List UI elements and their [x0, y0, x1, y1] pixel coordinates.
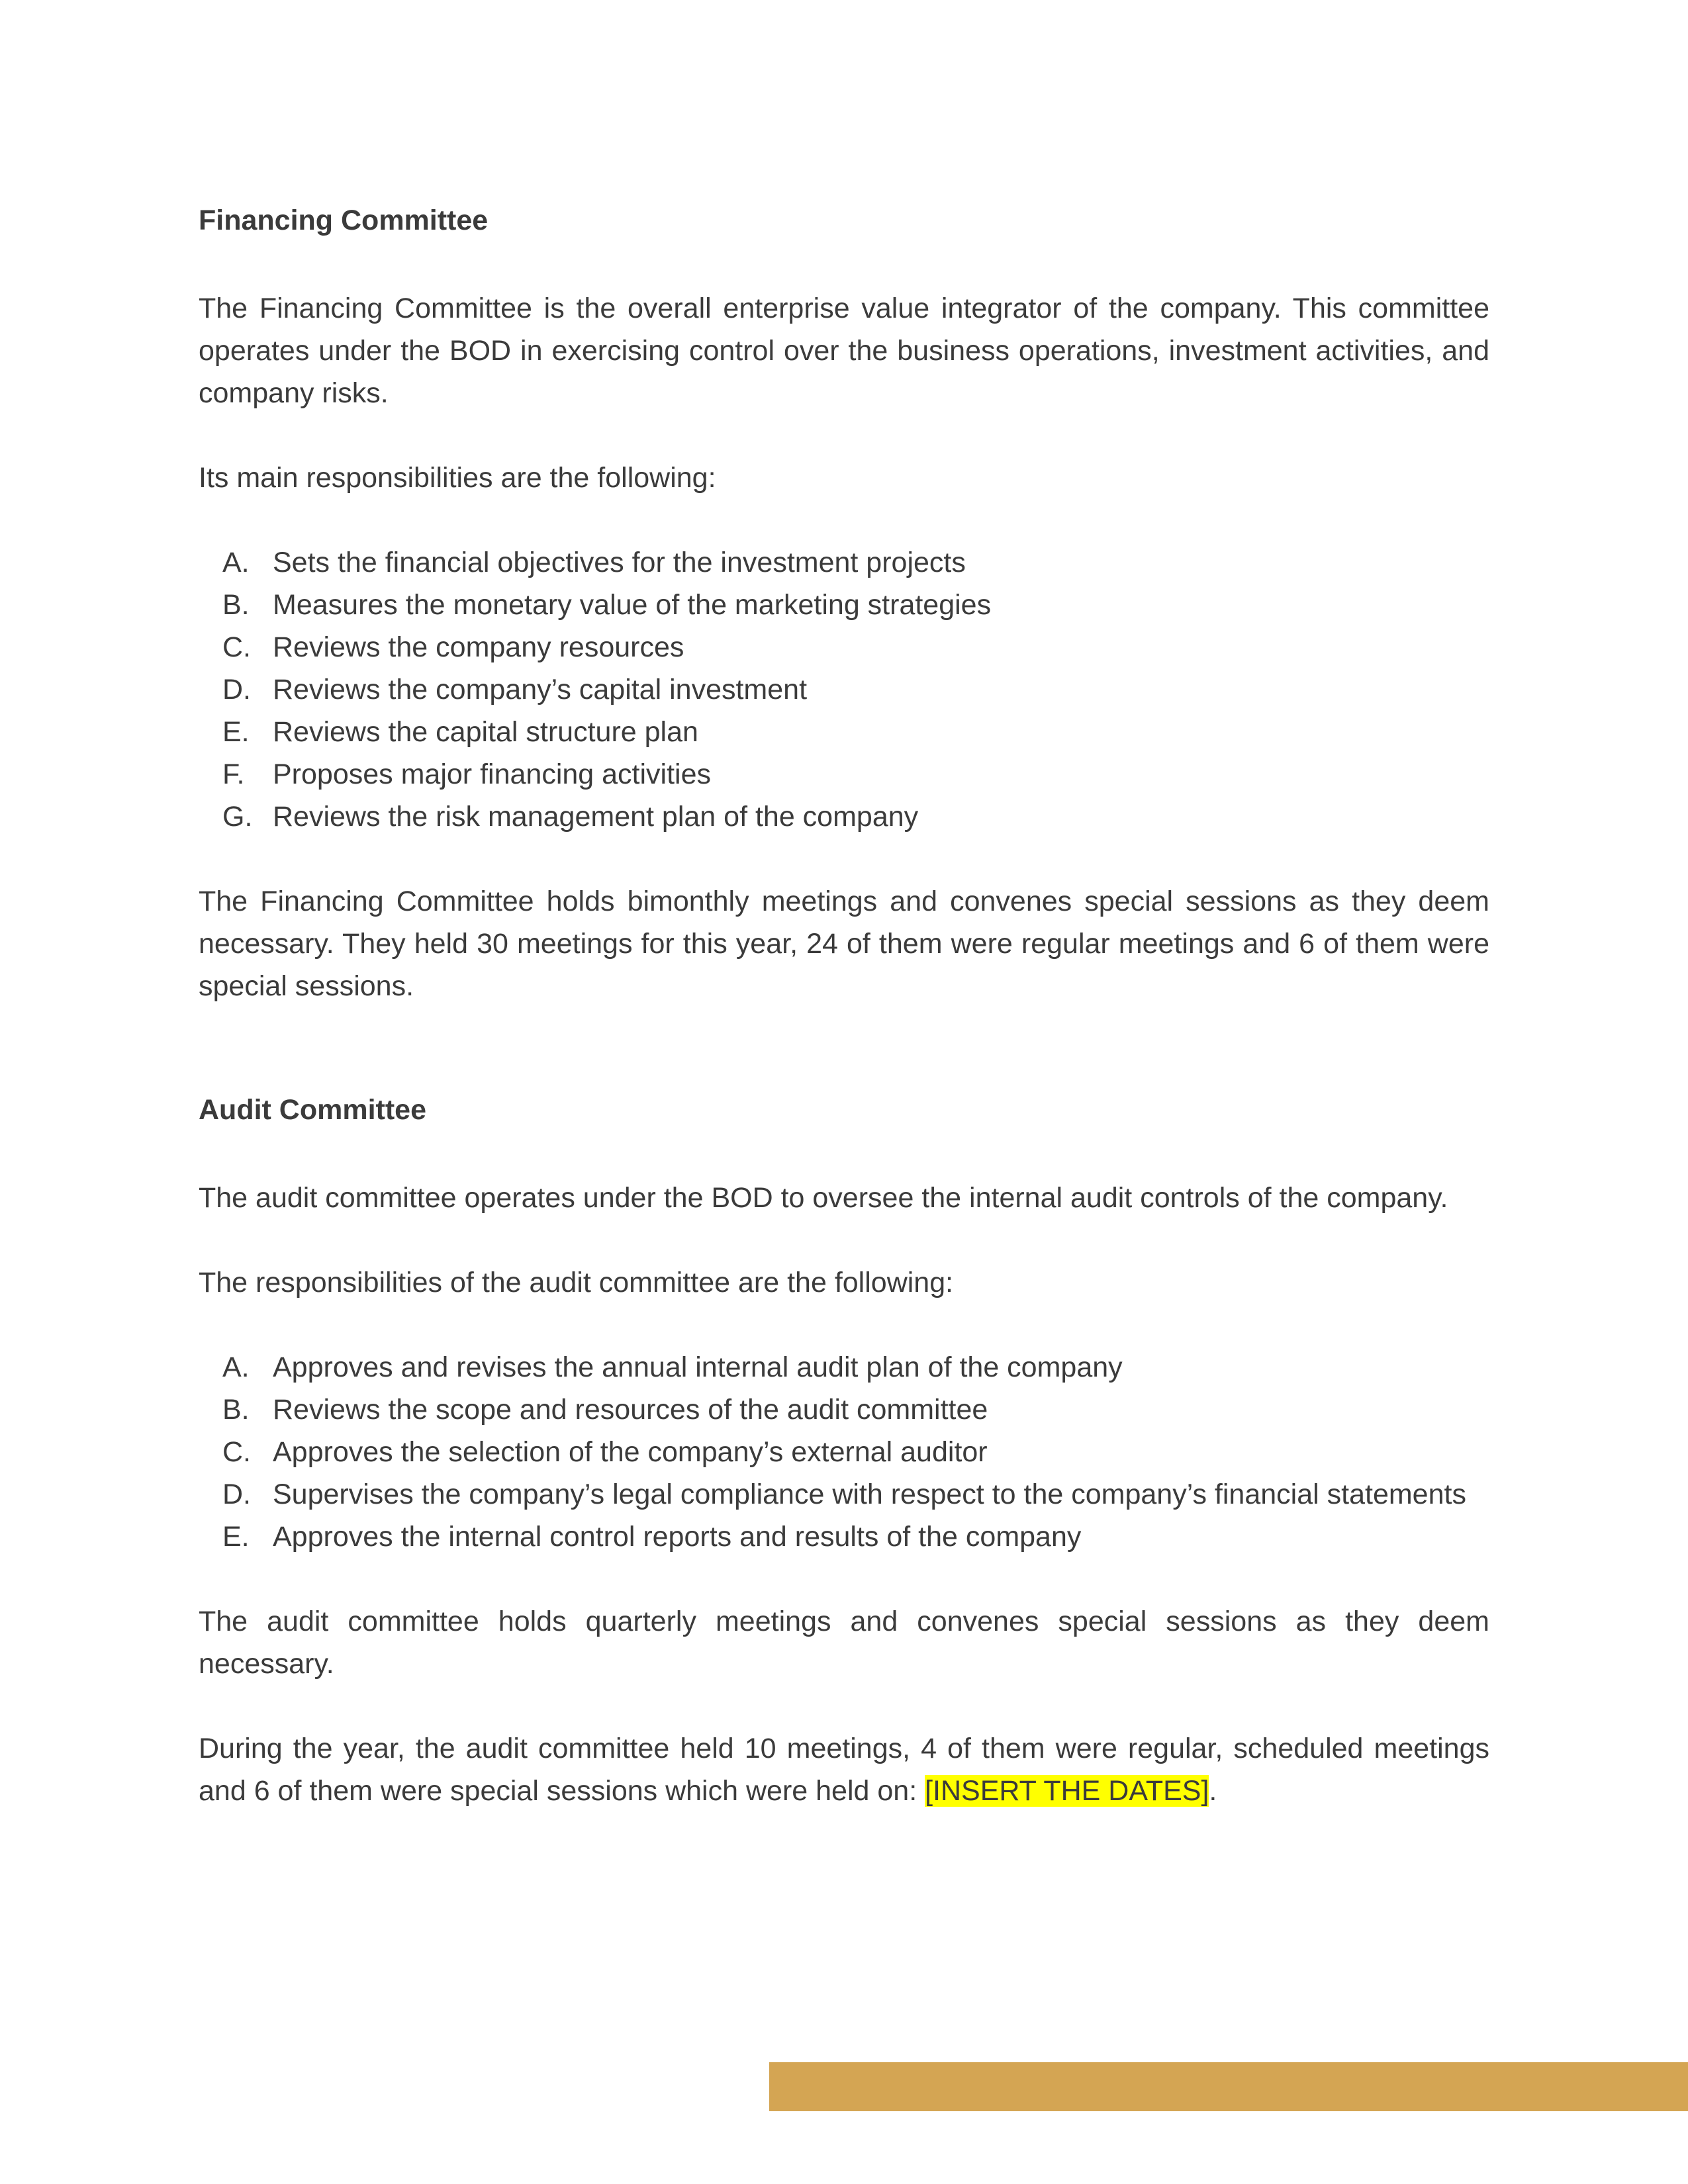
list-item-text: Approves the selection of the company’s external auditor: [273, 1436, 988, 1468]
list-item-text: Reviews the scope and resources of the audit committee: [273, 1394, 988, 1426]
list-item: [199, 584, 1489, 626]
list-item: [199, 753, 1489, 796]
audit-year-text: During the year, the audit committee held 10 meetings, 4 of them were regular, scheduled meetings and 6 of them were special sessions which were held on:: [199, 1733, 1489, 1807]
list-item-text: Reviews the company’s capital investment: [273, 674, 808, 705]
list-item: [199, 1431, 1489, 1473]
financing-intro-paragraph: The Financing Committee is the overall enterprise value integrator of the company. This committee operates under the BOD in exercising control over the business operations, investment activities, and company risks.: [199, 293, 1489, 409]
audit-meetings-paragraph: The audit committee holds quarterly meetings and convenes special sessions as they deem necessary.: [199, 1606, 1489, 1680]
list-marker: B.: [222, 589, 250, 621]
list-item: [199, 1473, 1489, 1516]
audit-year-paragraph: [199, 1727, 1489, 1812]
list-item: [199, 1388, 1489, 1431]
list-item-text: Sets the financial objectives for the investment projects: [273, 547, 966, 578]
insert-dates-placeholder: [INSERT THE DATES]: [925, 1775, 1209, 1807]
audit-year-end: .: [1209, 1775, 1217, 1807]
document-body: [199, 197, 1489, 1812]
financing-responsibilities-lead: Its main responsibilities are the following:: [199, 462, 716, 494]
list-marker: C.: [222, 631, 251, 663]
list-item-text: Reviews the company resources: [273, 631, 684, 663]
list-item: [199, 796, 1489, 838]
list-marker: A.: [222, 547, 250, 578]
list-marker: D.: [222, 674, 251, 705]
list-marker: A.: [222, 1351, 250, 1383]
financing-meetings-paragraph: The Financing Committee holds bimonthly meetings and convenes special sessions as they deem necessary. They held 30 meetings for this year, 24 of them were regular meetings and 6 of them were special sessions.: [199, 886, 1489, 1002]
list-item: [199, 1346, 1489, 1388]
list-marker: E.: [222, 1521, 250, 1553]
list-item-text: Reviews the risk management plan of the company: [273, 801, 919, 833]
financing-responsibilities-list: [199, 541, 1489, 838]
list-item-text: Approves the internal control reports and results of the company: [273, 1521, 1082, 1553]
list-item-text: Proposes major financing activities: [273, 758, 712, 790]
list-marker: F.: [222, 758, 245, 790]
list-item: [199, 1516, 1489, 1558]
list-item-text: Measures the monetary value of the marketing strategies: [273, 589, 992, 621]
list-item: [199, 668, 1489, 711]
list-marker: G.: [222, 801, 253, 833]
list-marker: C.: [222, 1436, 251, 1468]
audit-responsibilities-list: [199, 1346, 1489, 1558]
list-item-text: Approves and revises the annual internal audit plan of the company: [273, 1351, 1123, 1383]
list-marker: E.: [222, 716, 250, 748]
financing-committee-heading: Financing Committee: [199, 205, 489, 236]
list-marker: D.: [222, 1479, 251, 1510]
list-item: [199, 541, 1489, 584]
list-item: [199, 711, 1489, 753]
audit-responsibilities-lead: The responsibilities of the audit committee are the following:: [199, 1267, 954, 1298]
audit-intro-paragraph: The audit committee operates under the BOD to oversee the internal audit controls of the company.: [199, 1182, 1448, 1214]
list-item-text: Supervises the company’s legal compliance with respect to the company’s financial statements: [273, 1479, 1466, 1510]
list-item: [199, 626, 1489, 668]
footer-accent-bar: [769, 2062, 1688, 2111]
list-marker: B.: [222, 1394, 250, 1426]
list-item-text: Reviews the capital structure plan: [273, 716, 698, 748]
audit-committee-heading: Audit Committee: [199, 1094, 426, 1126]
